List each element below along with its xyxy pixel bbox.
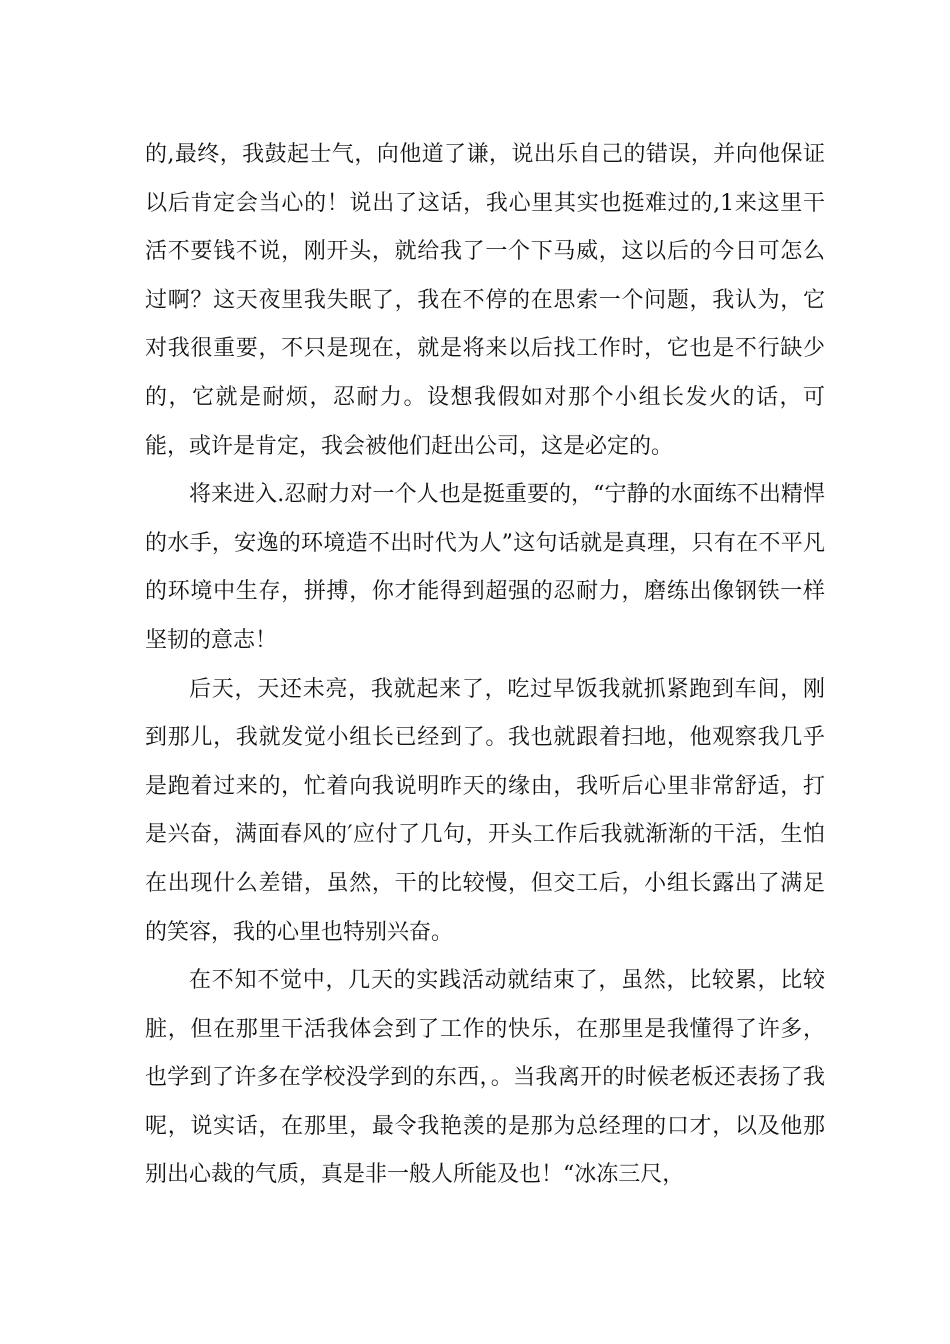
paragraph-2: 将来进入.忍耐力对一个人也是挺重要的，“宁静的水面练不出精悍的水手，安逸的环境造不出时代为人”这句话就是真理，只有在不平凡的环境中生存，拼搏，你才能得到超强的忍耐力，磨练出像钢铁一样坚韧的意志！ [145, 482, 825, 653]
paragraph-4: 在不知不觉中，几天的实践活动就结束了，虽然，比较累，比较脏，但在那里干活我体会到了工作的快乐，在那里是我懂得了许多，也学到了许多在学校没学到的东西，。当我离开的时候老板还表扬了我呢，说实话，在那里，最令我艳羡的是那为总经理的口才，以及他那别出心裁的气质，真是非一般人所能及也！“冰冻三尺， [145, 968, 825, 1188]
paragraph-3: 后天，天还未亮，我就起来了，吃过早饭我就抓紧跑到车间，刚到那儿，我就发觉小组长已经到了。我也就跟着扫地，他观察我几乎是跑着过来的，忙着向我说明昨天的缘由，我听后心里非常舒适，打是兴奋，满面春风的′应付了几句，开头工作后我就渐渐的干活，生怕在出现什么差错，虽然，干的比较慢，但交工后，小组长露出了满足的笑容，我的心里也特别兴奋。 [145, 676, 825, 945]
document-body [145, 131, 825, 1200]
paragraph-1: 的,最终，我鼓起士气，向他道了谦，说出乐自己的错误，并向他保证以后肯定会当心的！说出了这话，我心里其实也挺难过的,1来这里干活不要钱不说，刚开头，就给我了一个下马威，这以后的今日可怎么过啊？这天夜里我失眠了，我在不停的在思索一个问题，我认为，它对我很重要，不只是现在，就是将来以后找工作时，它也是不行缺少的，它就是耐烦，忍耐力。设想我假如对那个小组长发火的话，可能，或许是肯定，我会被他们赶出公司，这是必定的。 [145, 142, 825, 459]
